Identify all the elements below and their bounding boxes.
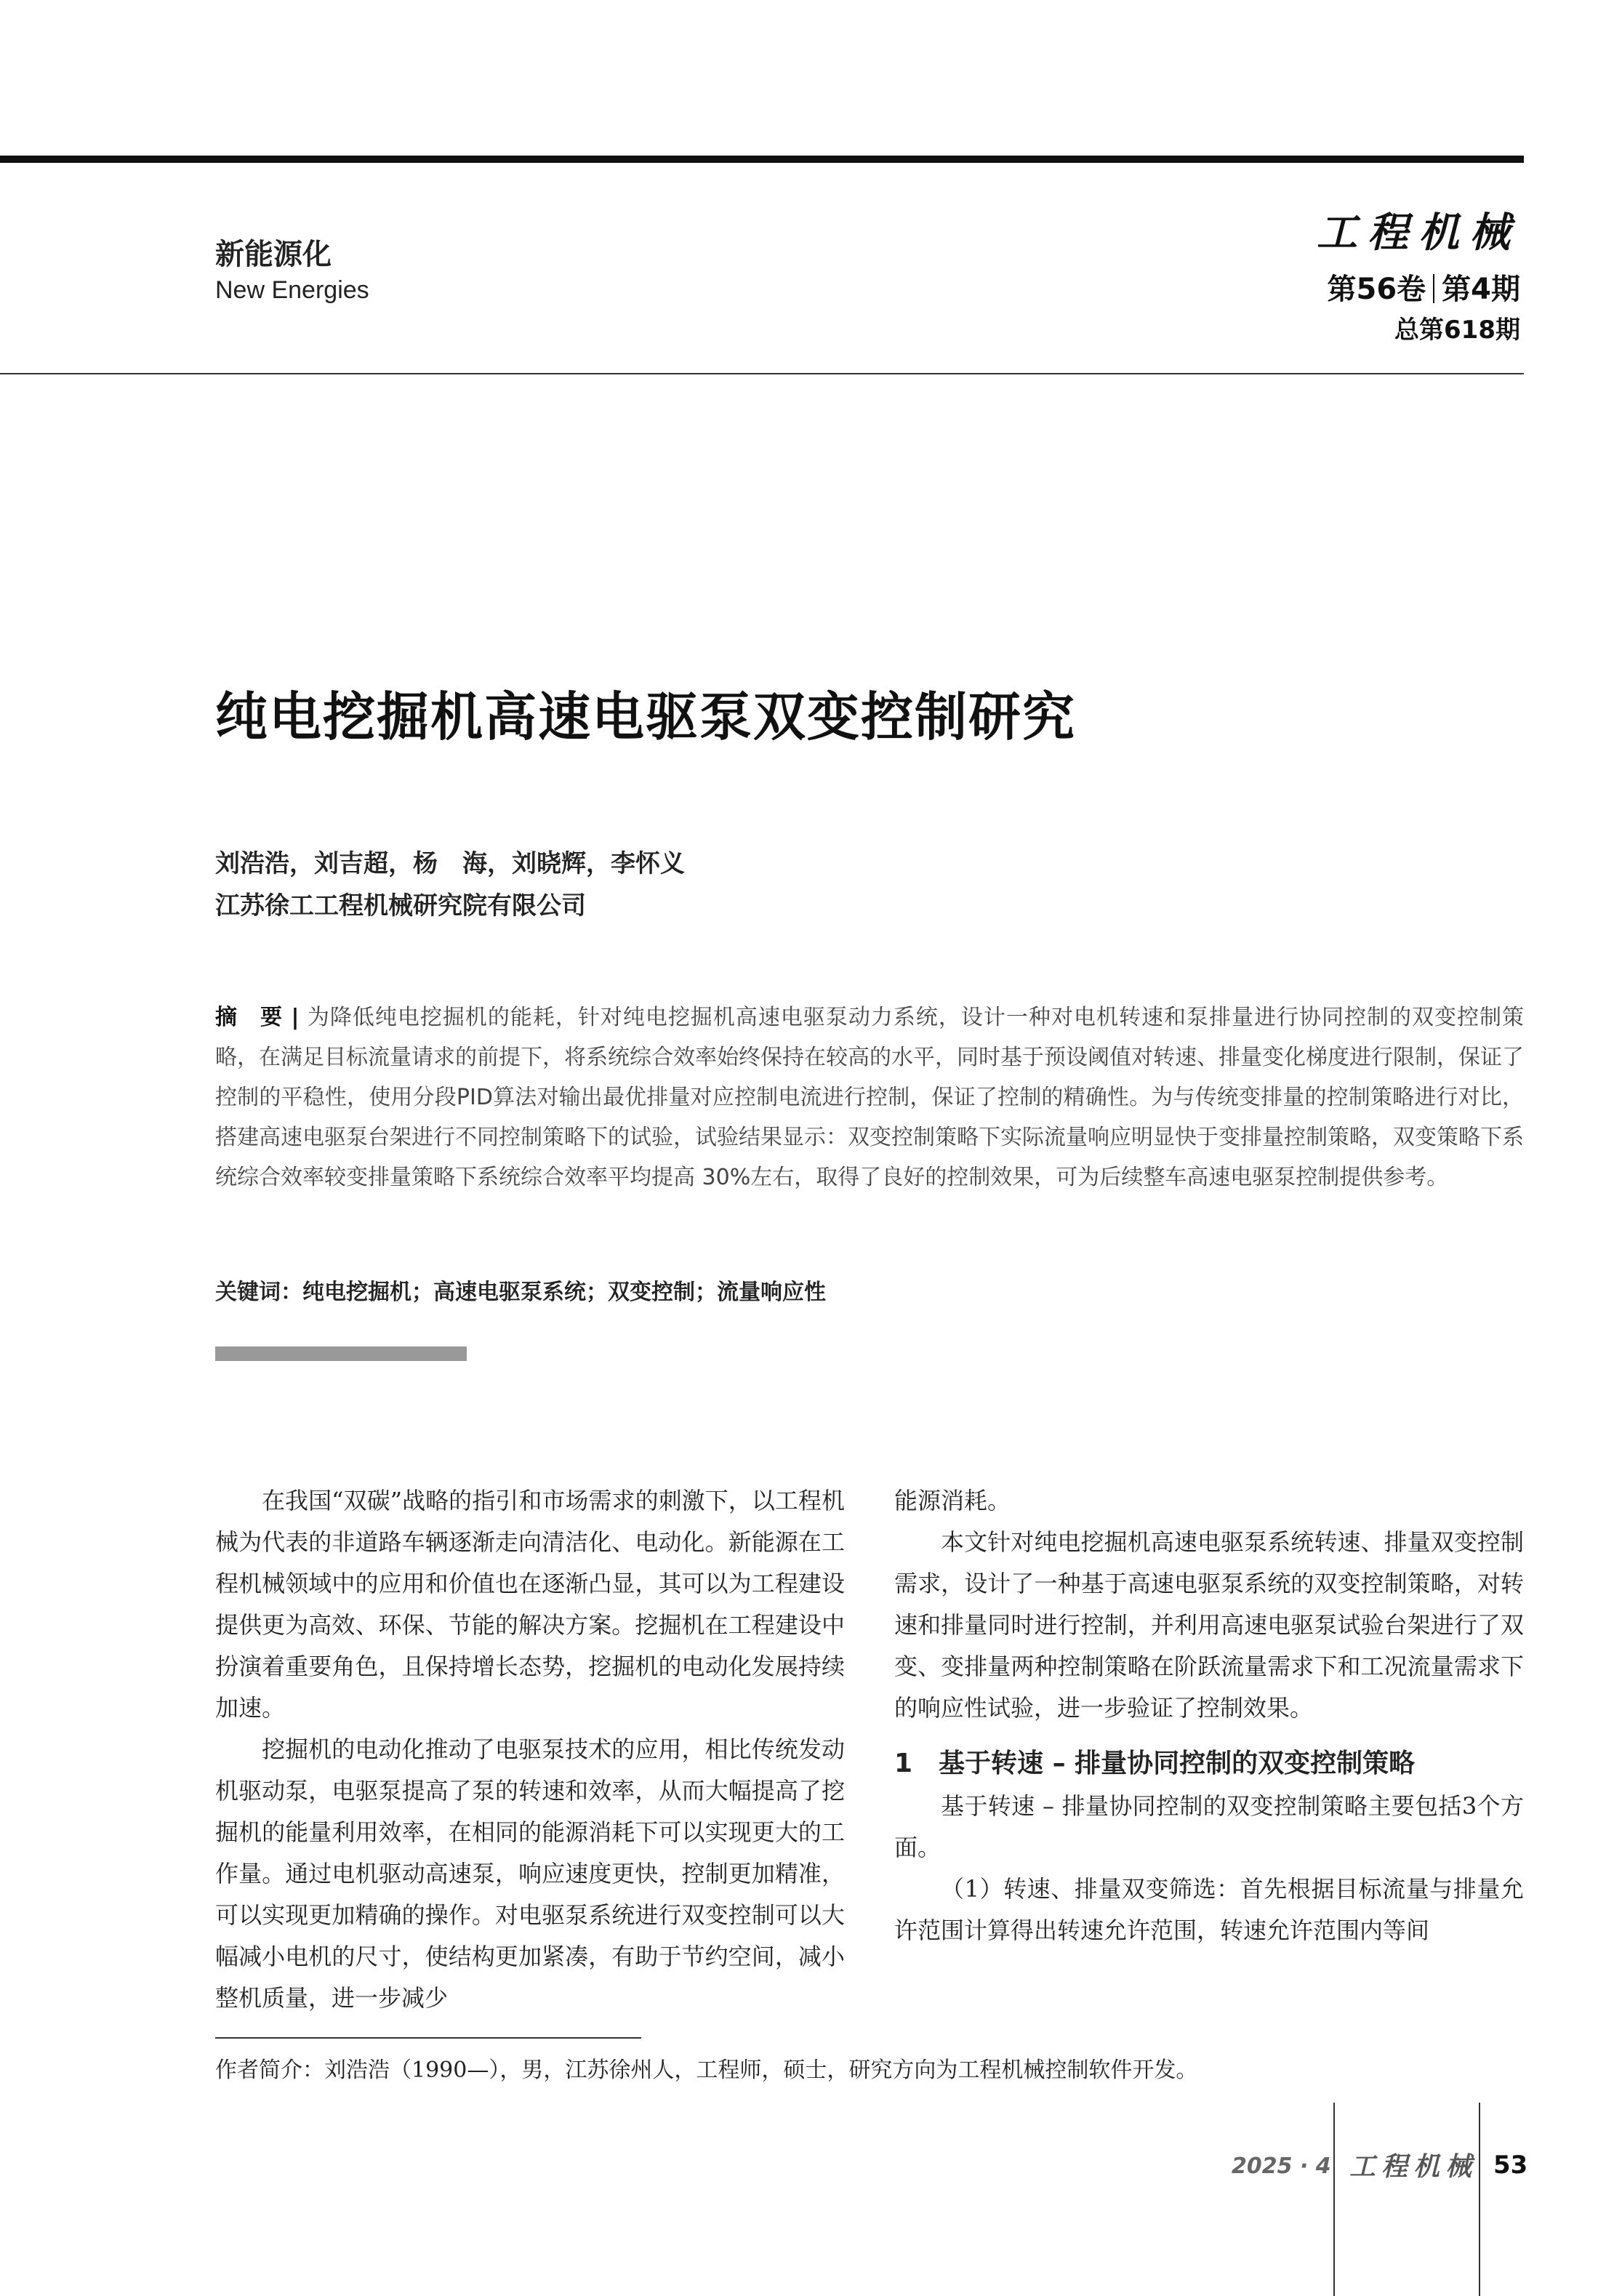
section-name-cn: 新能源化: [215, 238, 332, 271]
author-footnote: 作者简介：刘浩浩（1990—），男，江苏徐州人，工程师，硕士，研究方向为工程机械控制软件开发。: [215, 2058, 1198, 2083]
header-rule: [0, 373, 1524, 374]
divider-bar: [215, 1346, 467, 1361]
footer-divider-right: [1479, 2103, 1480, 2296]
body-left-column: [215, 1480, 845, 2019]
footer-divider-left: [1333, 2103, 1335, 2296]
section-heading: 1 基于转速 – 排量协同控制的双变控制策略: [894, 1749, 1416, 1778]
paragraph: 在我国“双碳”战略的指引和市场需求的刺激下，以工程机械为代表的非道路车辆逐渐走向清洁化、电动化。新能源在工程机械领域中的应用和价值也在逐渐凸显，其可以为工程建设提供更为高效、环保、节能的解决方案。挖掘机在工程建设中扮演着重要角色，且保持增长态势，挖掘机的电动化发展持续加速。: [215, 1487, 845, 1722]
total-issue: 总第618期: [1394, 316, 1520, 345]
volume: 第56卷: [1327, 273, 1426, 306]
top-rule: [0, 156, 1524, 163]
keywords: 关键词：纯电挖掘机；高速电驱泵系统；双变控制；流量响应性: [215, 1280, 826, 1305]
paragraph: 挖掘机的电动化推动了电驱泵技术的应用，相比传统发动机驱动泵，电驱泵提高了泵的转速和效率，从而大幅提高了挖掘机的能量利用效率，在相同的能源消耗下可以实现更大的工作量。通过电机驱动高速泵，响应速度更快，控制更加精准，可以实现更加精确的操作。对电驱泵系统进行双变控制可以大幅减小电机的尺寸，使结构更加紧凑，有助于节约空间，减小整机质量，进一步减少: [215, 1735, 845, 2012]
abstract-text: 为降低纯电挖掘机的能耗，针对纯电挖掘机高速电驱泵动力系统，设计一种对电机转速和泵排量进行协同控制的双变控制策略，在满足目标流量请求的前提下，将系统综合效率始终保持在较高的水平，同时基于预设阈值对转速、排量变化梯度进行限制，保证了控制的平稳性，使用分段PID算法对输出最优排量对应控制电流进行控制，保证了控制的精确性。为与传统变排量的控制策略进行对比，搭建高速电驱泵台架进行不同控制策略下的试验，试验结果显示：双变控制策略下实际流量响应明显快于变排量控制策略，双变策略下系统综合效率较变排量策略下系统综合效率平均提高 30%左右，取得了良好的控制效果，可为后续整车高速电驱泵控制提供参考。: [215, 1005, 1524, 1190]
issue: 第4期: [1442, 273, 1520, 306]
abstract-label: 摘 要 |: [215, 1005, 308, 1030]
footnote-rule: [215, 2037, 641, 2039]
authors: 刘浩浩，刘吉超，杨 海，刘晓辉，李怀义: [215, 849, 685, 878]
paragraph: 本文针对纯电挖掘机高速电驱泵系统转速、排量双变控制需求，设计了一种基于高速电驱泵系统的双变控制策略，对转速和排量同时进行控制，并利用高速电驱泵试验台架进行了双变、变排量两种控制策略在阶跃流量需求下和工况流量需求下的响应性试验，进一步验证了控制效果。: [894, 1528, 1524, 1722]
affiliation: 江苏徐工工程机械研究院有限公司: [215, 891, 586, 920]
body-right-column: [894, 1480, 1524, 1951]
volume-issue: [1327, 266, 1520, 308]
abstract: [215, 998, 1524, 1197]
article-title: 纯电挖掘机高速电驱泵双变控制研究: [215, 686, 1077, 747]
paragraph-continuation: 能源消耗。: [894, 1487, 1011, 1514]
paragraph: 基于转速 – 排量协同控制的双变控制策略主要包括3个方面。: [894, 1792, 1524, 1861]
journal-logo: 工程机械: [1317, 209, 1520, 257]
footer-journal-logo: 工程机械: [1349, 2151, 1478, 2182]
section-name-en: New Energies: [215, 276, 369, 304]
page-number: 53: [1493, 2151, 1528, 2180]
paragraph: （1）转速、排量双变筛选：首先根据目标流量与排量允许范围计算得出转速允许范围，转速允许范围内等间: [894, 1875, 1524, 1944]
volume-separator: [1433, 274, 1434, 303]
footer-date: 2025 · 4: [1232, 2153, 1331, 2179]
